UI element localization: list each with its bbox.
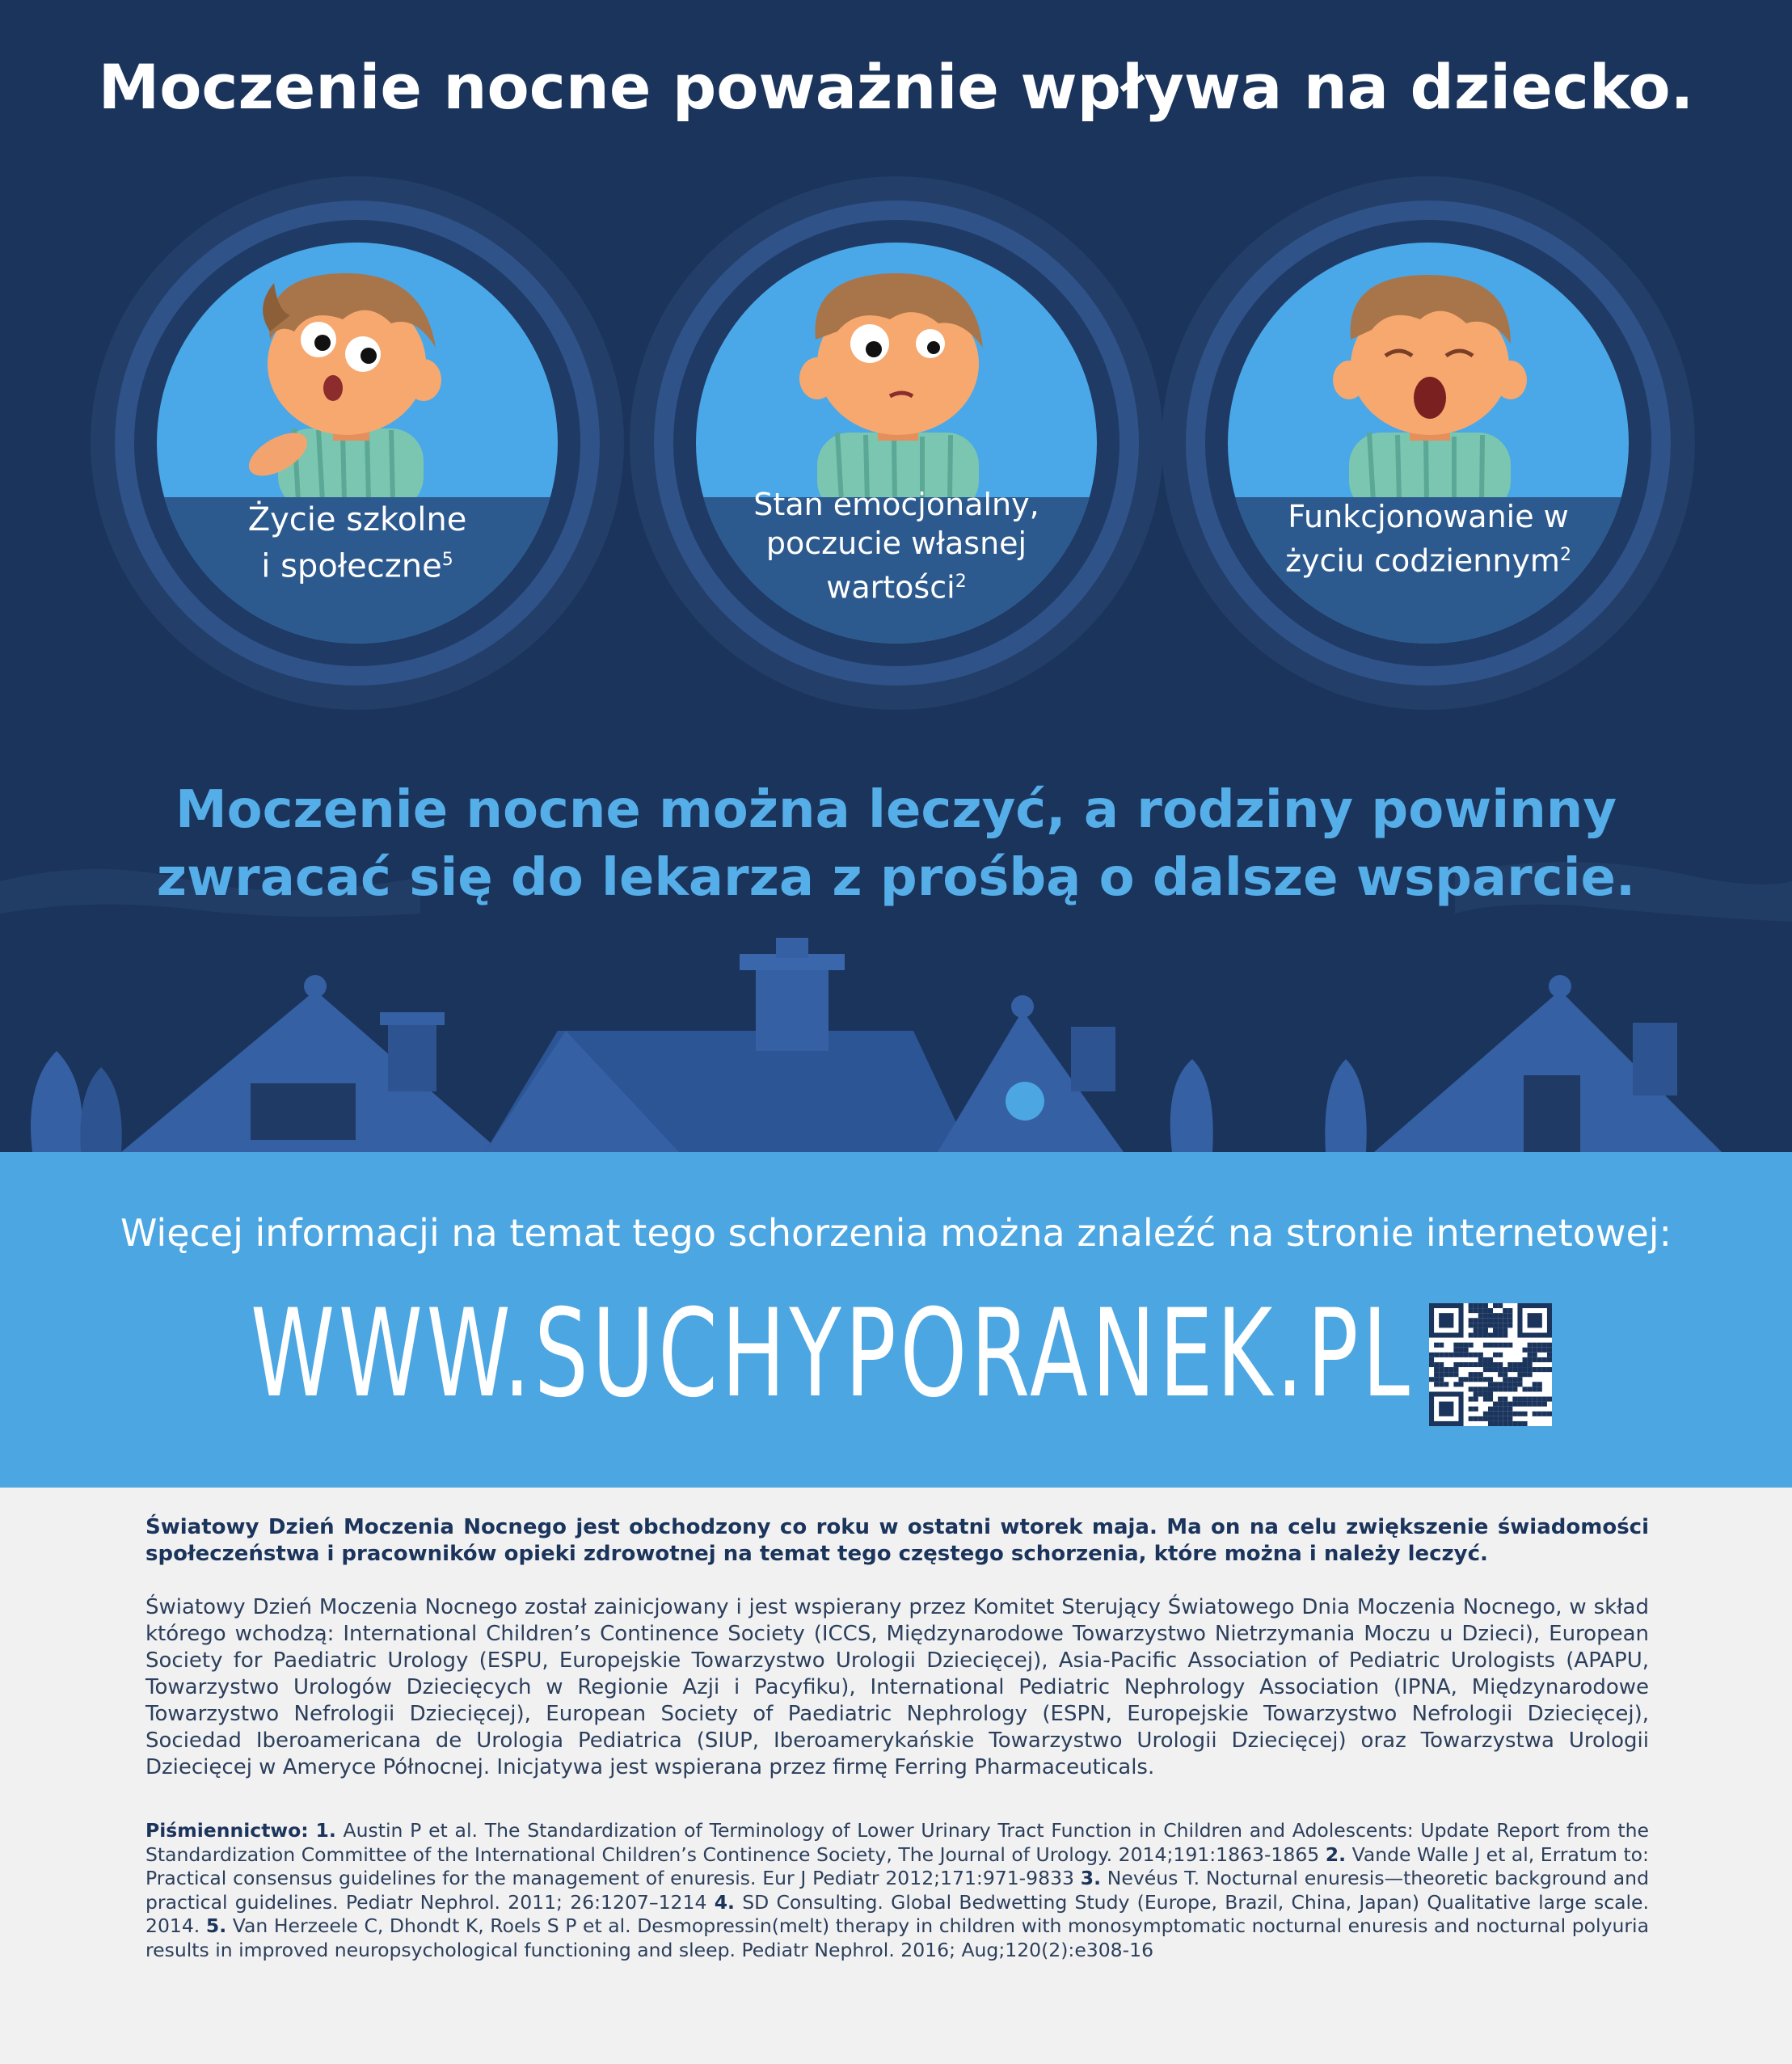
circle-label-school-life: Życie szkolne i społeczne$^5$	[247, 501, 467, 585]
topic-circle-daily-functioning	[1162, 176, 1695, 710]
references: Piśmiennictwo: 1. Austin P et al. The Standardization of Terminology of Lower Urinary Tract Function in Children and Adolescents: Update Report from the Standardization Committee of the International Children’s Continence Society, The Journal of Urology. 2014;191:1863-1865 2. Vande Walle J et al, Erratum to: Practical consensus guidelines for the management of enuresis. Eur J Pediatr 2012;171:971-9833 3. Nevéus T. Nocturnal enuresis—theoretic background and practical guidelines. Pediatr Nephrol. 2011; 26:1207–1214 4. SD Consulting. Global Bedwetting Study (Europe, Brazil, China, Japan) Qualitative large scale. 2014. 5. Van Herzeele C, Dhondt K, Roels S P et al. Desmopressin(melt) therapy in children with monosymptomatic nocturnal enuresis and nocturnal polyuria results in improved neuropsychological functioning and sleep. Pediatr Nephrol. 2016; Aug;120(2):e308-16	[145, 1819, 1649, 1961]
topic-circle-school-life	[91, 176, 624, 710]
info-band	[0, 1152, 1792, 1488]
info-text: Więcej informacji na temat tego schorzenia można znaleźć na stronie internetowej:	[120, 1211, 1672, 1255]
body-paragraph: Światowy Dzień Moczenia Nocnego został zainicjowany i jest wspierany przez Komitet Sterujący Światowego Dnia Moczenia Nocnego, w skład którego wchodzą: International Children’s Continence Society (ICCS, Międzynarodowe Towarzystwo Nietrzymania Moczu u Dzieci), European Society for Paediatric Urology (ESPU, Europejskie Towarzystwo Urologii Dziecięcej), Asia-Pacific Association of Pediatric Urologists (APAPU, Towarzystwo Urologów Dziecięcych w Regionie Azji i Pacyfiku), International Pediatric Nephrology Association (IPNA, Międzynarodowe Towarzystwo Nefrologii Dziecięcej), European Society of Paediatric Nephrology (ESPN, Europejskie Towarzystwo Nefrologii Dziecięcej), Sociedad Iberoamericana de Urologia Pediatrica (SIUP, Iberoamerykańskie Towarzystwo Urologii Dziecięcej) oraz Towarzystwa Urologii Dziecięcej w Ameryce Północnej. Inicjatywa jest wspierana przez firmę Ferring Pharmaceuticals.	[145, 1595, 1649, 1779]
circle-label-emotional-state: Stan emocjonalny, poczucie własnej wartości$^2$	[753, 487, 1039, 606]
intro-paragraph: Światowy Dzień Moczenia Nocnego jest obchodzony co roku w ostatni wtorek maja. Ma on na celu zwiększenie świadomości społeczeństwa i pracowników opieki zdrowotnej na temat tego częstego schorzenia, które można i należy leczyć.	[145, 1515, 1649, 1566]
footer-section	[0, 1488, 1792, 2064]
topic-circle-emotional-state	[630, 176, 1163, 710]
references-label: Piśmiennictwo:	[145, 1819, 309, 1842]
treatment-message: Moczenie nocne można leczyć, a rodziny powinny zwracać się do lekarza z prośbą o dalsze wsparcie.	[156, 780, 1636, 908]
page-title: Moczenie nocne poważnie wpływa na dziecko.	[98, 51, 1694, 123]
website-link[interactable]: WWW.SUCHYPORANEK.PL	[251, 1284, 1414, 1425]
circle-label-daily-functioning: Funkcjonowanie w życiu codziennym$^2$	[1285, 499, 1571, 579]
qr-code-icon[interactable]	[1429, 1303, 1552, 1426]
